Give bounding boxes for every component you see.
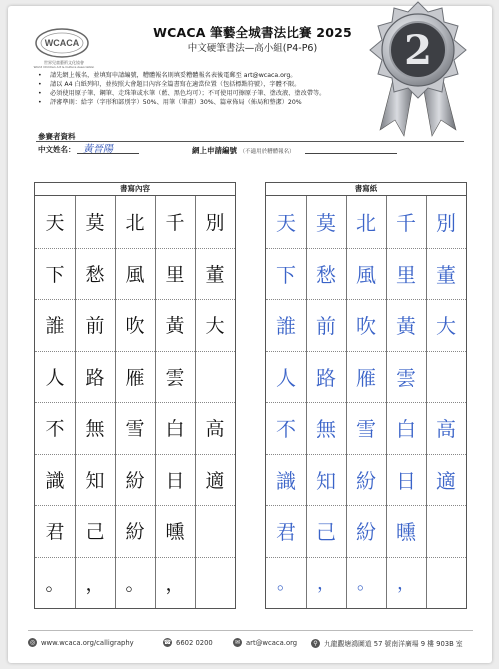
- handwritten-character: 千: [396, 211, 416, 236]
- handwritten-character: 路: [316, 365, 336, 390]
- rule-text: 必須使用原子筆、鋼筆、走珠筆或水筆（藍、黑色均可）；不可使用可擦原子筆、塗改液、塗改帶等。: [50, 90, 326, 97]
- printed-character: 別: [205, 212, 225, 235]
- grid-row-line: [35, 248, 235, 250]
- writing-panel: [265, 182, 467, 609]
- handwritten-character: 莫: [316, 211, 336, 236]
- handwritten-character: [426, 356, 466, 396]
- org-name-zh: 世界兒童藝術文化協會: [44, 60, 84, 65]
- participant-section-title: 參賽者資料: [38, 132, 76, 141]
- handwritten-character: 下: [276, 262, 296, 287]
- grid-row-line: [266, 454, 466, 456]
- handwritten-character: 日: [396, 468, 416, 493]
- handwritten-character: 。: [277, 573, 295, 595]
- printed-character: 高: [205, 418, 225, 441]
- rule-item: [38, 89, 368, 98]
- category-subtitle: 中文硬筆書法—高小組(P4-P6): [187, 43, 318, 54]
- printed-character: 北: [125, 212, 145, 235]
- printed-character: 雁: [125, 366, 145, 389]
- grid-row-line: [35, 505, 235, 507]
- printed-character: 己: [85, 521, 105, 544]
- printed-character: 知: [85, 469, 105, 492]
- logo-text: WCACA: [44, 38, 80, 48]
- printed-character: 無: [85, 418, 105, 441]
- handwritten-character: ，: [397, 573, 415, 595]
- phone-icon: ☎: [163, 639, 172, 646]
- name-field[interactable]: 黃晉陽: [77, 140, 139, 154]
- printed-character: ，: [165, 572, 185, 595]
- handwritten-character: 識: [276, 468, 296, 493]
- footer-website[interactable]: [28, 638, 134, 647]
- location-pin-icon: ⚲: [311, 639, 320, 648]
- printed-character: 黃: [165, 315, 185, 338]
- printed-character: 路: [85, 366, 105, 389]
- handwritten-character: 吹: [356, 314, 376, 339]
- printed-character: [195, 356, 235, 396]
- printed-character: 下: [45, 263, 65, 286]
- handwritten-character: 前: [316, 314, 336, 339]
- handwritten-character: 董: [436, 262, 456, 287]
- handwritten-character: 大: [436, 314, 456, 339]
- grid-row-line: [35, 402, 235, 404]
- rule-text: 評審準則：給字（字形和部別字）50%、用筆（筆畫）30%、篇章佈局（佈局和整潔）20%: [50, 99, 302, 106]
- rule-bullet: •: [38, 81, 42, 88]
- printed-character: 風: [125, 263, 145, 286]
- footer-phone[interactable]: [163, 638, 213, 647]
- writing-grid[interactable]: [266, 196, 466, 608]
- handwritten-character: 雪: [356, 417, 376, 442]
- rule-text: 請先網上報名，並填寫申請編號，糟體報名則填妥糟體報名表後電郵至 art@wcaca.org。: [50, 72, 297, 79]
- handwritten-character: [426, 511, 466, 551]
- wcaca-logo: [34, 26, 90, 60]
- printed-character: 適: [205, 469, 225, 492]
- printed-character: 紛: [125, 521, 145, 544]
- printed-character: 雪: [125, 418, 145, 441]
- footer-address: [311, 638, 463, 648]
- writing-panel-title: 書寫紙: [266, 183, 466, 196]
- org-name: [24, 60, 104, 70]
- email-text: art@wcaca.org: [246, 638, 298, 647]
- handwritten-character: 別: [436, 211, 456, 236]
- printed-character: 日: [165, 469, 185, 492]
- content-grid: [35, 196, 235, 608]
- org-name-en: World Children Art & Culture Association: [33, 65, 95, 69]
- handwritten-character: 天: [276, 211, 296, 236]
- printed-character: 雲: [165, 366, 185, 389]
- rule-item: [38, 80, 368, 89]
- handwritten-character: 里: [396, 262, 416, 287]
- printed-character: 董: [205, 263, 225, 286]
- printed-character: 誰: [45, 315, 65, 338]
- handwritten-character: 君: [276, 520, 296, 545]
- grid-row-line: [35, 454, 235, 456]
- grid-row-line: [266, 505, 466, 507]
- online-application-label-text: 網上申請編號: [192, 146, 237, 155]
- rule-bullet: •: [38, 90, 42, 97]
- printed-character: 天: [45, 212, 65, 235]
- printed-character: 識: [45, 469, 65, 492]
- handwritten-character: 。: [357, 573, 375, 595]
- grid-row-line: [266, 557, 466, 559]
- handwritten-character: 高: [436, 417, 456, 442]
- handwritten-character: 愁: [316, 262, 336, 287]
- footer-divider: [28, 630, 473, 631]
- medal-rank-label: 2: [404, 27, 432, 74]
- handwritten-character: 黃: [396, 314, 416, 339]
- email-icon: ✉: [234, 639, 241, 646]
- printed-character: 人: [45, 366, 65, 389]
- handwritten-character: 曛: [396, 520, 416, 545]
- handwritten-character: 紛: [356, 520, 376, 545]
- grid-row-line: [266, 248, 466, 250]
- footer-email[interactable]: [233, 638, 297, 647]
- printed-character: 。: [125, 572, 145, 595]
- printed-character: 吹: [125, 315, 145, 338]
- online-application-label: [192, 145, 295, 156]
- handwritten-character: 北: [356, 211, 376, 236]
- handwritten-character: 無: [316, 417, 336, 442]
- rule-bullet: •: [38, 72, 42, 79]
- printed-character: 里: [165, 263, 185, 286]
- printed-character: 曛: [165, 521, 185, 544]
- printed-character: 。: [45, 572, 65, 595]
- handwritten-character: 適: [436, 468, 456, 493]
- content-panel-title: 書寫內容: [35, 183, 235, 196]
- rule-item: [38, 71, 368, 80]
- grid-row-line: [35, 351, 235, 353]
- printed-character: 不: [45, 418, 65, 441]
- handwritten-character: 己: [316, 520, 336, 545]
- website-text: www.wcaca.org/calligraphy: [41, 638, 134, 647]
- printed-character: 千: [165, 212, 185, 235]
- printed-character: 莫: [85, 212, 105, 235]
- printed-character: 大: [205, 315, 225, 338]
- second-place-medal-icon: [362, 0, 474, 138]
- printed-character: ，: [85, 572, 105, 595]
- content-panel: [34, 182, 236, 609]
- grid-row-line: [266, 299, 466, 301]
- printed-character: 白: [165, 418, 185, 441]
- rule-bullet: •: [38, 99, 42, 106]
- rule-text: 請以 A4 白紙列印，並按照大會題目內容全篇書寫在適當位置（包括標點符號），字體不限。: [50, 81, 301, 88]
- printed-character: 君: [45, 521, 65, 544]
- handwritten-character: 不: [276, 417, 296, 442]
- grid-row-line: [35, 557, 235, 559]
- handwritten-character: 白: [396, 417, 416, 442]
- grid-row-line: [266, 351, 466, 353]
- printed-character: 愁: [85, 263, 105, 286]
- handwritten-character: 人: [276, 365, 296, 390]
- printed-character: 紛: [125, 469, 145, 492]
- online-application-field[interactable]: [305, 153, 397, 154]
- handwritten-character: 知: [316, 468, 336, 493]
- phone-text: 6602 0200: [176, 638, 213, 647]
- globe-icon: ◎: [29, 639, 36, 646]
- rules-list: [38, 71, 368, 107]
- online-application-note: （不適用於糟體報名）: [239, 149, 295, 155]
- printed-character: [195, 511, 235, 551]
- rule-item: [38, 98, 368, 107]
- handwritten-character: 風: [356, 262, 376, 287]
- handwritten-character: 誰: [276, 314, 296, 339]
- handwritten-character: 紛: [356, 468, 376, 493]
- handwritten-character: 雲: [396, 365, 416, 390]
- address-text: 九龍觀塘鴻圖道 57 號南洋廣場 9 樓 903B 室: [324, 640, 463, 648]
- competition-title: WCACA 筆藝全城書法比賽 2025: [153, 25, 352, 40]
- name-label: 中文姓名：: [38, 145, 76, 154]
- handwritten-character: [426, 562, 466, 602]
- handwritten-character: 雁: [356, 365, 376, 390]
- grid-row-line: [266, 402, 466, 404]
- handwritten-character: ，: [317, 573, 335, 595]
- grid-row-line: [35, 299, 235, 301]
- printed-character: [195, 562, 235, 602]
- printed-character: 前: [85, 315, 105, 338]
